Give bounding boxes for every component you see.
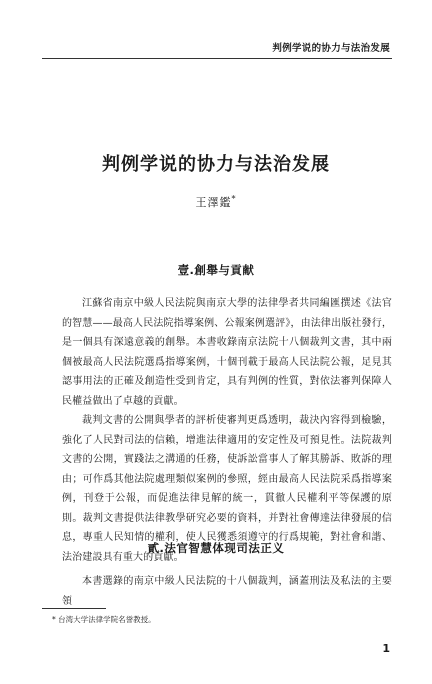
section-body-1 xyxy=(62,294,392,567)
paragraph: 江蘇省南京中級人民法院與南京大學的法律學者共同編匯撰述《法官的智慧——最高人民法院指導案例、公報案例選評》，由法律出版社發行，是一個具有深遠意義的創舉。本書收錄南京法院十八個裁判文書，其中兩個被最高人民法院選爲指導案例，十個刊載于最高人民法院公報，足見其認事用法的正確及創造性受到肯定，具有判例的性質，對依法審判保障人民權益做出了卓越的貢獻。 xyxy=(62,298,392,407)
section-body-2 xyxy=(62,572,392,611)
section-heading-1: 壹.創舉与貢献 xyxy=(177,263,255,277)
footnote xyxy=(52,614,156,625)
author-footnote-mark: * xyxy=(231,194,237,204)
footnote-rule xyxy=(42,608,106,609)
author-name: 王澤鑑 xyxy=(195,196,232,209)
footnote-mark: * xyxy=(52,615,56,624)
page-number: 1 xyxy=(382,642,390,655)
header-rule xyxy=(42,58,392,59)
paragraph: 裁判文書的公開與學者的評析使審判更爲透明，裁決內容得到檢驗，強化了人民對司法的信賴，增進法律適用的安定性及可預見性。法院裁判文書的公開，實踐法之溝通的任務，使訴訟當事人了解其勝訴、敗訴的理由；可作爲其他法院處理類似案例的參照，經由最高人民法院采爲指導案例，刊登于公報，而促進法律見解的統一，貫徹人民權利平等保護的原則。裁判文書提供法律教學研究必要的資料，并對社會傳達法律發展的信息，專重人民知情的權利，使人民獲悉須遵守的行爲規範，對社會和諧、法治建設具有重大的貢獻。 xyxy=(62,415,392,563)
page-title: 判例学说的协力与法治发展 xyxy=(102,154,330,175)
footnote-text: 台湾大学法律学院名誉教授。 xyxy=(58,615,156,624)
author-line xyxy=(0,194,432,210)
section-heading-2: 貳.法官智慧体现司法正义 xyxy=(147,541,285,555)
running-header: 判例学说的协力与法治发展 xyxy=(272,43,390,54)
paragraph: 本書選錄的南京中級人民法院的十八個裁判，涵蓋刑法及私法的主要領 xyxy=(62,576,392,607)
